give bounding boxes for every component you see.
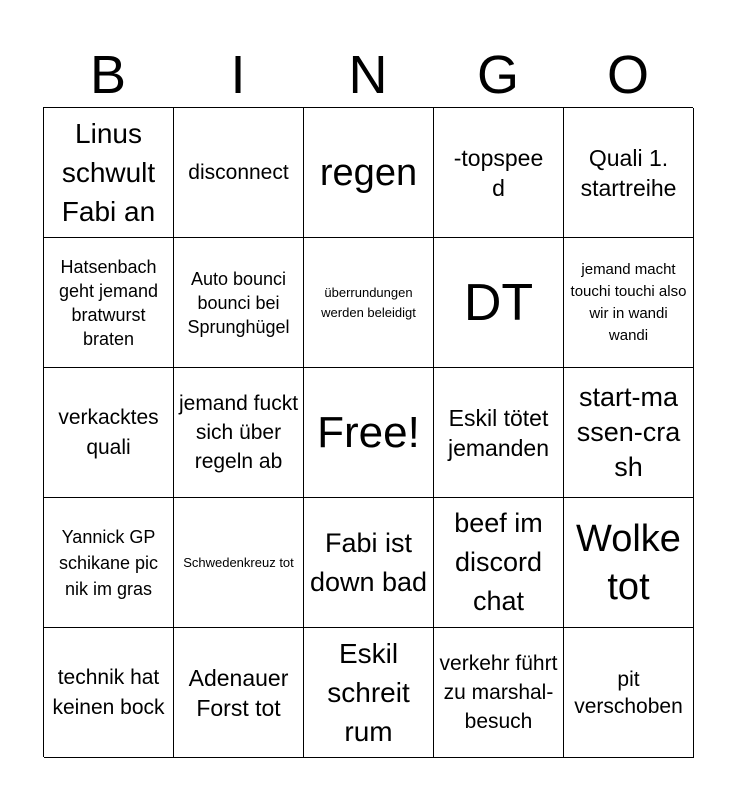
cell-text: -topspeed — [453, 144, 544, 201]
bingo-cell-r4-c3[interactable] — [304, 498, 434, 628]
bingo-header — [43, 42, 693, 108]
cell-text: pit verschoben — [574, 667, 683, 718]
cell-text: Hatsenbach geht jemand bratwurst braten — [58, 256, 159, 349]
cell-text: disconnect — [188, 160, 289, 184]
header-letter-b: B — [89, 45, 127, 105]
bingo-cell-r1-c2[interactable] — [174, 108, 304, 238]
bingo-cell-r3-c5[interactable] — [564, 368, 694, 498]
bingo-cell-r3-c4[interactable] — [434, 368, 564, 498]
bingo-cell-r4-c4[interactable] — [434, 498, 564, 628]
cell-text: verkacktes quali — [58, 405, 159, 459]
cell-text: Adenauer Forst tot — [188, 664, 289, 721]
bingo-cell-r2-c4[interactable] — [434, 238, 564, 368]
cell-text: Auto bounci bounci bei Sprunghügel — [187, 268, 290, 337]
cell-text: verkehr führt zu marshal-besuch — [439, 652, 558, 733]
header-letter-o: O — [606, 45, 649, 105]
cell-text: Fabi ist down bad — [309, 527, 428, 597]
bingo-cell-r2-c1[interactable] — [44, 238, 174, 368]
bingo-cell-r4-c2[interactable] — [174, 498, 304, 628]
bingo-cell-r5-c2[interactable] — [174, 628, 304, 758]
cell-text: Quali 1. startreihe — [580, 144, 677, 201]
cell-text: Schwedenkreuz tot — [183, 555, 294, 570]
bingo-cell-r3-c3[interactable] — [304, 368, 434, 498]
cell-text: Yannick GP schikane pic nik im gras — [58, 526, 159, 599]
bingo-cell-r4-c5[interactable] — [564, 498, 694, 628]
bingo-cell-r5-c5[interactable] — [564, 628, 694, 758]
bingo-cell-r5-c1[interactable] — [44, 628, 174, 758]
cell-text: beef im discord chat — [454, 508, 543, 616]
cell-text: jemand fuckt sich über regeln ab — [178, 392, 299, 473]
bingo-cell-r4-c1[interactable] — [44, 498, 174, 628]
bingo-cell-r2-c5[interactable] — [564, 238, 694, 368]
cell-text: technik hat keinen bock — [52, 665, 165, 719]
header-letter-g: G — [476, 45, 519, 105]
header-letter-n: N — [348, 45, 388, 105]
cell-text: DT — [463, 273, 534, 332]
cell-text: Free! — [317, 407, 420, 457]
bingo-cell-r2-c2[interactable] — [174, 238, 304, 368]
cell-text: jemand macht touchi touchi also wir in wandi wandi — [570, 260, 687, 344]
bingo-cell-r5-c4[interactable] — [434, 628, 564, 758]
bingo-cell-r5-c3[interactable] — [304, 628, 434, 758]
cell-text: Wolke tot — [576, 517, 681, 608]
bingo-cell-r2-c3[interactable] — [304, 238, 434, 368]
bingo-cell-r1-c3[interactable] — [304, 108, 434, 238]
bingo-cell-r1-c4[interactable] — [434, 108, 564, 238]
cell-text: überrundungen werden beleidigt — [321, 284, 416, 320]
bingo-cell-r3-c1[interactable] — [44, 368, 174, 498]
bingo-board — [43, 107, 693, 757]
cell-text: Eskil schreit rum — [327, 638, 410, 747]
header-letter-i: I — [230, 45, 246, 105]
cell-text: Eskil tötet jemanden — [447, 404, 550, 461]
bingo-cell-r3-c2[interactable] — [174, 368, 304, 498]
cell-text: start-massen-crash — [576, 382, 681, 482]
cell-text: regen — [319, 151, 418, 194]
cell-text: Linus schwult Fabi an — [61, 118, 156, 227]
bingo-cell-r1-c1[interactable] — [44, 108, 174, 238]
bingo-cell-r1-c5[interactable] — [564, 108, 694, 238]
